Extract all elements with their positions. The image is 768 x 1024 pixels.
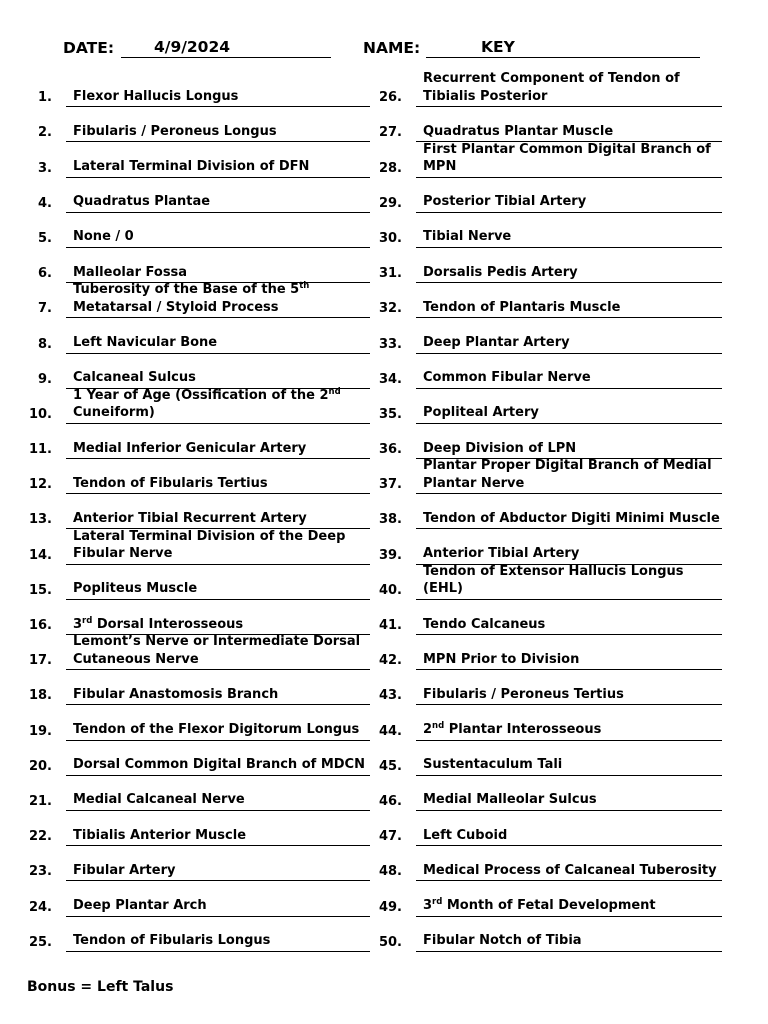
answer-text: Common Fibular Nerve bbox=[416, 369, 722, 389]
item-number: 26. bbox=[378, 90, 402, 106]
item-number: 8. bbox=[38, 336, 52, 352]
answer-text: Tendon of Fibularis Tertius bbox=[66, 475, 370, 495]
answer-text: 2nd Plantar Interosseous bbox=[416, 721, 722, 741]
answer-text: None / 0 bbox=[66, 228, 370, 248]
answer-text: Calcaneal Sulcus bbox=[66, 369, 370, 389]
item-number: 22. bbox=[28, 829, 52, 845]
answer-text: Tibial Nerve bbox=[416, 228, 722, 248]
item-number: 11. bbox=[28, 442, 52, 458]
worksheet-header bbox=[0, 38, 768, 62]
answer-text: Medial Calcaneal Nerve bbox=[66, 791, 370, 811]
item-number: 30. bbox=[378, 230, 402, 246]
answer-text: Lateral Terminal Division of DFN bbox=[66, 158, 370, 178]
answer-text: Deep Plantar Arch bbox=[66, 897, 370, 917]
item-number: 17. bbox=[28, 653, 52, 669]
ordinal-suffix: nd bbox=[328, 386, 341, 397]
answer-text: Popliteus Muscle bbox=[66, 580, 370, 600]
answer-text: Posterior Tibial Artery bbox=[416, 193, 722, 213]
answer-text: Medical Process of Calcaneal Tuberosity bbox=[416, 862, 722, 882]
date-value: 4/9/2024 bbox=[154, 38, 231, 56]
ordinal-suffix: nd bbox=[432, 721, 445, 732]
item-number: 25. bbox=[28, 934, 52, 950]
item-number: 44. bbox=[378, 723, 402, 739]
item-number: 5. bbox=[38, 230, 52, 246]
item-number: 24. bbox=[28, 899, 52, 915]
answer-text: First Plantar Common Digital Branch of MPN bbox=[416, 141, 722, 178]
item-number: 9. bbox=[38, 371, 52, 387]
item-number: 7. bbox=[38, 301, 52, 317]
answer-text: Flexor Hallucis Longus bbox=[66, 88, 370, 108]
item-number: 20. bbox=[28, 758, 52, 774]
item-number: 2. bbox=[38, 125, 52, 141]
item-number: 15. bbox=[28, 582, 52, 598]
name-label: NAME: bbox=[363, 39, 421, 57]
item-number: 12. bbox=[28, 477, 52, 493]
answer-text: Quadratus Plantae bbox=[66, 193, 370, 213]
answer-text: Tuberosity of the Base of the 5th Metatarsal / Styloid Process bbox=[66, 281, 370, 318]
answer-text: Sustentaculum Tali bbox=[416, 756, 722, 776]
answer-text: Fibular Notch of Tibia bbox=[416, 932, 722, 952]
name-field bbox=[426, 38, 700, 58]
answer-text: Tendon of the Flexor Digitorum Longus bbox=[66, 721, 370, 741]
item-number: 31. bbox=[378, 266, 402, 282]
ordinal-suffix: rd bbox=[82, 615, 93, 626]
answer-text: Lateral Terminal Division of the Deep Fibular Nerve bbox=[66, 528, 370, 565]
item-number: 28. bbox=[378, 160, 402, 176]
answer-text: 1 Year of Age (Ossification of the 2nd Cuneiform) bbox=[66, 387, 370, 424]
item-number: 29. bbox=[378, 195, 402, 211]
answer-text: Tendon of Fibularis Longus bbox=[66, 932, 370, 952]
ordinal-suffix: th bbox=[299, 281, 310, 292]
item-number: 23. bbox=[28, 864, 52, 880]
answer-text: Left Navicular Bone bbox=[66, 334, 370, 354]
answer-text: Deep Plantar Artery bbox=[416, 334, 722, 354]
item-number: 21. bbox=[28, 793, 52, 809]
answer-text: Popliteal Artery bbox=[416, 404, 722, 424]
date-field bbox=[121, 38, 331, 58]
answer-text: Quadratus Plantar Muscle bbox=[416, 123, 722, 143]
item-number: 19. bbox=[28, 723, 52, 739]
answer-text: Plantar Proper Digital Branch of Medial Plantar Nerve bbox=[416, 457, 722, 494]
answer-text: Dorsal Common Digital Branch of MDCN bbox=[66, 756, 370, 776]
item-number: 38. bbox=[378, 512, 402, 528]
item-number: 46. bbox=[378, 793, 402, 809]
answer-text: Left Cuboid bbox=[416, 827, 722, 847]
date-label: DATE: bbox=[63, 39, 115, 57]
item-number: 48. bbox=[378, 864, 402, 880]
item-number: 49. bbox=[378, 899, 402, 915]
item-number: 35. bbox=[378, 406, 402, 422]
answer-text: Fibularis / Peroneus Tertius bbox=[416, 686, 722, 706]
answer-text: Deep Division of LPN bbox=[416, 440, 722, 460]
answer-text: Anterior Tibial Artery bbox=[416, 545, 722, 565]
item-number: 3. bbox=[38, 160, 52, 176]
answer-text: Tendon of Extensor Hallucis Longus (EHL) bbox=[416, 563, 722, 600]
item-number: 37. bbox=[378, 477, 402, 493]
item-number: 14. bbox=[28, 547, 52, 563]
answer-text: 3rd Month of Fetal Development bbox=[416, 897, 722, 917]
item-number: 45. bbox=[378, 758, 402, 774]
item-number: 50. bbox=[378, 934, 402, 950]
item-number: 42. bbox=[378, 653, 402, 669]
item-number: 1. bbox=[38, 90, 52, 106]
answer-text: Tibialis Anterior Muscle bbox=[66, 827, 370, 847]
item-number: 41. bbox=[378, 618, 402, 633]
bonus-answer: Bonus = Left Talus bbox=[27, 979, 174, 995]
answer-text: MPN Prior to Division bbox=[416, 651, 722, 671]
answer-text: Tendon of Abductor Digiti Minimi Muscle bbox=[416, 510, 722, 530]
answer-text: Lemont’s Nerve or Intermediate Dorsal Cutaneous Nerve bbox=[66, 633, 370, 670]
answer-text: Dorsalis Pedis Artery bbox=[416, 264, 722, 284]
item-number: 27. bbox=[378, 125, 402, 141]
item-number: 13. bbox=[28, 512, 52, 528]
ordinal-suffix: rd bbox=[432, 897, 443, 907]
answer-text: Fibularis / Peroneus Longus bbox=[66, 123, 370, 143]
answer-text: Fibular Anastomosis Branch bbox=[66, 686, 370, 706]
answer-text: Malleolar Fossa bbox=[66, 264, 370, 284]
answer-text: Recurrent Component of Tendon of Tibialis Posterior bbox=[416, 70, 722, 107]
answer-text: 3rd Dorsal Interosseous bbox=[66, 616, 370, 636]
item-number: 39. bbox=[378, 547, 402, 563]
answer-text: Medial Inferior Genicular Artery bbox=[66, 440, 370, 460]
answer-text: Fibular Artery bbox=[66, 862, 370, 882]
item-number: 47. bbox=[378, 829, 402, 845]
answer-text: Anterior Tibial Recurrent Artery bbox=[66, 510, 370, 530]
answer-text: Tendo Calcaneus bbox=[416, 616, 722, 636]
item-number: 16. bbox=[28, 618, 52, 633]
answer-text: Tendon of Plantaris Muscle bbox=[416, 299, 722, 319]
item-number: 34. bbox=[378, 371, 402, 387]
name-value: KEY bbox=[481, 38, 515, 56]
item-number: 32. bbox=[378, 301, 402, 317]
item-number: 18. bbox=[28, 688, 52, 704]
item-number: 33. bbox=[378, 336, 402, 352]
item-number: 4. bbox=[38, 195, 52, 211]
item-number: 40. bbox=[378, 582, 402, 598]
item-number: 43. bbox=[378, 688, 402, 704]
item-number: 6. bbox=[38, 266, 52, 282]
item-number: 36. bbox=[378, 442, 402, 458]
answer-text: Medial Malleolar Sulcus bbox=[416, 791, 722, 811]
item-number: 10. bbox=[28, 406, 52, 422]
